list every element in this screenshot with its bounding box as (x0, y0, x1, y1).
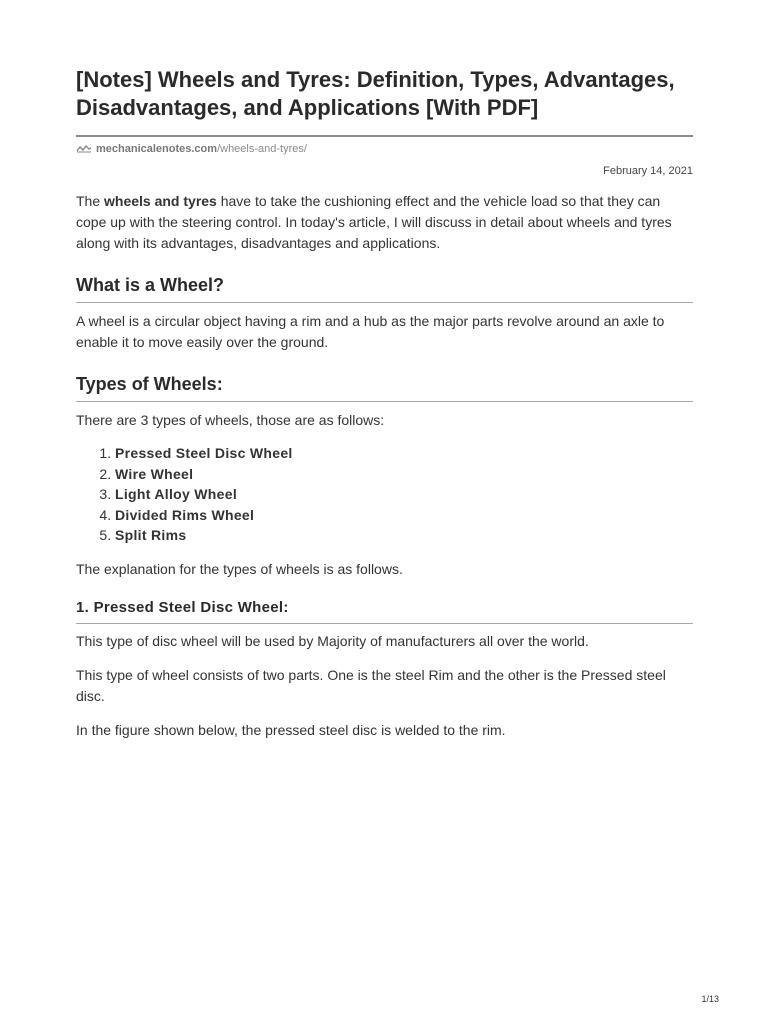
section-pressed-steel (76, 598, 693, 741)
list-item (115, 505, 693, 526)
list-item-label: Divided Rims Wheel (115, 506, 255, 523)
list-item-label: Pressed Steel Disc Wheel (115, 445, 293, 461)
what-is-wheel-body: A wheel is a circular object having a rim and a hub as the major parts revolve around an axle to enable it to move easily over the ground. (76, 313, 665, 350)
source-domain[interactable]: mechanicalenotes.com (96, 143, 218, 155)
what-is-wheel-heading: What is a Wheel? (76, 275, 225, 295)
section-divider (76, 302, 693, 303)
types-list (76, 443, 693, 546)
pressed-steel-p3: In the figure shown below, the pressed steel disc is welded to the rim. (76, 721, 506, 738)
site-logo-icon (76, 145, 92, 153)
list-item (115, 464, 693, 485)
list-item-label: Wire Wheel (115, 465, 194, 482)
source-path[interactable]: /wheels-and-tyres/ (217, 143, 307, 155)
list-item (115, 525, 693, 546)
list-item (115, 443, 693, 464)
document-page (76, 66, 693, 741)
page-indicator: 1/13 (701, 994, 719, 1004)
intro-paragraph (76, 191, 693, 254)
pressed-steel-heading: 1. Pressed Steel Disc Wheel: (76, 598, 289, 616)
title-divider (76, 135, 693, 137)
section-types (76, 373, 693, 580)
pressed-steel-p1: This type of disc wheel will be used by Majority of manufacturers all over the world. (76, 632, 589, 649)
source-url[interactable] (76, 142, 693, 156)
list-item-label: Light Alloy Wheel (115, 486, 238, 502)
section-what-is-wheel (76, 274, 693, 353)
intro-suffix: have to take the cushioning effect and the vehicle load so that they can cope up with the steering control. In today's article, I will discuss in detail about wheels and tyres along with its advantages, disadvantages and applications. (76, 193, 672, 251)
types-explanation: The explanation for the types of wheels is as follows. (76, 560, 403, 577)
list-item-label: Split Rims (115, 527, 187, 543)
intro-prefix: The (76, 193, 105, 209)
list-item (115, 484, 693, 505)
page-title: [Notes] Wheels and Tyres: Definition, Types, Advantages, Disadvantages, and Applications [With PDF] (76, 67, 675, 120)
section-divider (76, 623, 693, 624)
pressed-steel-p2: This type of wheel consists of two parts. One is the steel Rim and the other is the Pressed steel disc. (76, 666, 666, 704)
section-divider (76, 401, 693, 402)
types-heading: Types of Wheels: (76, 374, 223, 394)
publish-date: February 14, 2021 (603, 165, 693, 177)
types-intro: There are 3 types of wheels, those are as follows: (76, 412, 385, 428)
intro-bold: wheels and tyres (104, 193, 217, 209)
